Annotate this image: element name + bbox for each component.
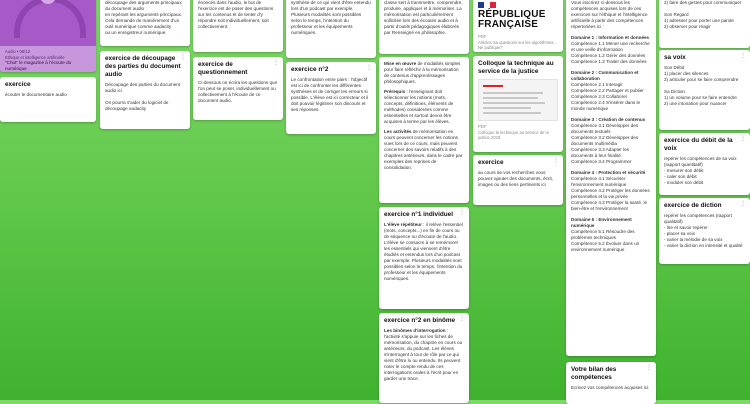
more-icon[interactable]: ⋮	[366, 65, 372, 71]
card-text: : l'activité s'appuie sur les fiches de mémorisation, du chapitre en cours ou antérieurs, du podcast. Les élèves s'interrogent à tour de rôle par ce qui vient d'être lu ou entendu. Ils peuvent noter le compte rendu de ces interrogations orales à l'écrit pour en garder une trace.	[384, 328, 463, 381]
domain-item: Compétence 4.1 Sécuriser l'environnement numérique	[571, 176, 627, 187]
card-text: 2) faire des gestes pour communiquer Son Regard 1) adresser pour porter une parole 2) observer pour réagir	[664, 0, 742, 29]
audio-card[interactable]	[0, 0, 96, 72]
card-text: Son Débit 1) placer des silences 2) articuler pour se faire comprendre Sa Diction 1) un volume pour se faire entendre 2) une intonation pour nuancer	[664, 65, 739, 106]
card-title: exercice n°1 individuel	[384, 211, 453, 218]
exercice-n2-card[interactable]	[286, 62, 376, 134]
more-icon[interactable]: ⋮	[459, 316, 465, 322]
logo-line1: RÉPUBLIQUE	[478, 9, 546, 20]
domain-item: Compétence 3.1 Développer des documents textuels	[571, 123, 639, 134]
domain-block	[571, 217, 651, 253]
domain-item: Compétence 2.1 Interagir	[571, 82, 623, 87]
republique-card[interactable]	[473, 0, 563, 52]
doc-subtitle: Colloque la technique au service de la justice 2019	[478, 129, 549, 141]
questionnement-info-card[interactable]	[193, 0, 283, 52]
domain-item: Compétence 1.3 Traiter des données	[571, 59, 647, 64]
memorisation-main-card[interactable]	[379, 57, 469, 203]
more-icon[interactable]: ⋮	[646, 365, 652, 371]
pdf-thumbnail[interactable]	[478, 79, 558, 121]
domain-title: Domaine 5 : Environnement numérique	[571, 217, 632, 228]
domain-block	[571, 70, 651, 112]
domain-title: Domaine 4 : Protection et sécurité	[571, 170, 646, 175]
card-text: classe sert à transmettre, comprendre, produire, appliquer et à mémoriser. La mémorisation est particulièrement sollicitée lors des écoutes audio et à partir d'outils pédagogiques élaborés par Renseigné en philosophie.	[384, 0, 463, 35]
domain-block	[571, 35, 651, 65]
domain-item: Compétence 1.1 Mener une recherche et une veille d'information	[571, 41, 650, 52]
card-text-bold: Les activités	[384, 129, 412, 134]
card-title: sa voix	[664, 54, 686, 61]
more-icon[interactable]: ⋮	[740, 136, 746, 142]
flag-icon	[478, 2, 496, 8]
more-icon[interactable]: ⋮	[740, 201, 746, 207]
domain-item: Compétence 1.2 Gérer des données	[571, 53, 646, 58]
card-title: Colloque la technique au service de la justice	[478, 60, 554, 75]
card-text: au cours de vos recherches vous pouvez ajouter des documents, écrit, images ou des liens pertinents ici	[478, 170, 554, 187]
doc-subtitle: Articles Sa questions sur les algorithmes... Ne publique?	[478, 39, 557, 51]
card-title: exercice	[478, 159, 504, 166]
headphones-icon	[14, 0, 86, 38]
card-text: : l'enseignant doit sélectionner les notions (mots, concepts, définitions, éléments de méthodes) considérées comme essentielles et surtout devoir être acquises à terme par les élèves.	[384, 89, 454, 124]
more-icon[interactable]: ⋮	[459, 210, 465, 216]
domain-item: Compétence 3.3 Adapter les documents à leur finalité	[571, 147, 629, 158]
card-text: Ecrivez vos compétences acquises ici.	[571, 385, 650, 390]
domain-item: Compétence 2.4 S'insérer dans le monde numérique	[571, 100, 641, 111]
domain-item: Compétence 4.3 Protéger la santé, le bien-être et l'environnement	[571, 200, 648, 211]
exercice-recherche-card[interactable]	[473, 155, 563, 205]
card-text-bold: Mise en œuvre	[384, 61, 417, 66]
domain-item: Compétence 3.4 Programmer	[571, 159, 632, 164]
card-text: synthèse de ce qui vient d'être entendu lors d'un podcast par exemple. Plusieurs modalités sont possibles selon le temps, l'intention du professeur et les équipements numériques.	[291, 0, 371, 35]
card-title: exercice n°2	[291, 66, 329, 73]
découpage-info-card[interactable]	[100, 0, 190, 46]
card-text-bold: L'élève répétiteur	[384, 222, 422, 227]
exercice-card[interactable]	[0, 77, 96, 122]
colloque-card[interactable]	[473, 56, 563, 152]
domain-block	[571, 170, 651, 212]
logo-line2: FRANÇAISE	[478, 19, 539, 30]
card-text: Vous inscrirez ci-dessous les compétences acquises lors de ces exercices sur l'éthique et l'intelligence artificielle à partir des compétences répertoriées ici :	[571, 0, 648, 29]
more-icon[interactable]: ⋮	[180, 54, 186, 60]
more-icon[interactable]: ⋮	[740, 53, 746, 59]
card-text: : il relève l'essentiel (mots, concepts...) en fin de cours ou de séquence ou d'écoute de l'audio. L'élève se consacre à se remémorer les essentiels qui viennent d'être étudiés et entendus lors d'un podcast par exemple. Plusieurs modalités sont possibles selon le temps, l'intention du professeur et les équipements numériques.	[384, 222, 463, 281]
card-text: de mémorisation en cours peuvent concerner les notions vues lors de ce cours, mais peuvent concerner des savoirs relatifs à des chapitres antérieurs, dans le cadre par exemples des reprises de consolidation.	[384, 129, 463, 170]
domain-item: Compétence 2.2 Partager et publier	[571, 88, 644, 93]
card-title: exercice de découpage des parties du document audio	[105, 55, 181, 78]
card-text: de modalités simples pour faire réfléchir à la mémorisation de contenus d'apprentissages philosophiques.	[384, 61, 461, 84]
card-title: exercice du débit de la voix	[664, 137, 733, 152]
audio-subtitle: Ethique et intelligence artificielle	[5, 54, 65, 60]
domain-item: Compétence 4.2 Protéger les données personnelles et la vie privée	[571, 188, 650, 199]
domain-item: Compétence 2.3 Collaborer	[571, 94, 628, 99]
card-text: Ci-dessous on écrira les questions que l'on peut se poser, individuellement ou collectivement à l'écoute de ce document audio.	[198, 80, 278, 103]
pdf-badge: PDF	[478, 34, 487, 39]
competences-card[interactable]	[566, 0, 656, 356]
audio-caption: "Chut" le magazine à l'écoute du numérique	[5, 60, 72, 72]
gestes-card[interactable]	[659, 0, 750, 48]
republique-logo	[478, 0, 558, 34]
exercice-decoupage-card[interactable]	[100, 51, 190, 129]
bilan-card[interactable]	[566, 362, 656, 404]
card-text: découpage des arguments principaux du document audio en repérant les arguments principaux. Cela demande de manièrement d'un outil numérique comme audacity ou un enregistreur numérique.	[105, 0, 183, 35]
card-text: écouter le documentaire audio	[5, 92, 67, 97]
domain-item: Compétence 5.2 Évoluer dans un environnement numérique	[571, 241, 640, 252]
domain-item: Compétence 3.2 Développer des documents multimédia	[571, 135, 639, 146]
card-title: exercice n°2 en binôme	[384, 317, 456, 324]
domain-title: Domaine 3 : Création de contenus	[571, 117, 646, 122]
exercice-n1-card[interactable]	[379, 207, 469, 309]
synthese-info-card[interactable]	[286, 0, 376, 58]
card-text-bold: Les binômes d'interrogation	[384, 328, 446, 333]
domain-item: Compétence 5.1 Résoudre des problèmes techniques	[571, 229, 635, 240]
card-text: repérer les compétences (rapport qualitatif) - lire et savoir repérer - placer sa voix - varier la mélodie de sa voix - varier la diction en intensité et qualité	[664, 213, 743, 248]
card-text: repérer les compétences de sa voix (rapport quantitatif) - mesurer son débit - caler son débit - moduler son débit	[664, 156, 737, 185]
audio-thumbnail	[0, 0, 96, 46]
domain-block	[571, 117, 651, 165]
domain-title: Domaine 2 : Communication et collaboration	[571, 70, 639, 81]
exercice-debit-card[interactable]	[659, 133, 750, 195]
audio-meta: Audio • 08/12	[5, 49, 30, 54]
sa-voix-card[interactable]	[659, 50, 750, 130]
card-title: exercice de diction	[664, 202, 722, 209]
more-icon[interactable]: ⋮	[553, 158, 559, 164]
card-title: exercice de questionnement	[198, 61, 248, 76]
memorisation-info-card[interactable]	[379, 0, 469, 54]
card-title: Votre bilan des compétences	[571, 366, 617, 381]
card-text: énoncés dans l'audio, le but de l'exercice est de poser des questions sur les contenus et de tenter d'y répondre soit individuellement, soit collectivement.	[198, 0, 274, 29]
pdf-badge: PDF	[478, 124, 487, 129]
card-title: exercice	[5, 81, 31, 88]
exercice-binome-card[interactable]	[379, 313, 469, 403]
more-icon[interactable]: ⋮	[273, 60, 279, 66]
card-text: Le confrontation entre pairs : l'objectif est ici de confronter les différentes synthèses et de corriger les erreurs si possible. L'élève est ici correcteur et il doit pouvoir légitimer son discours et ses réponses.	[291, 77, 369, 112]
exercice-diction-card[interactable]	[659, 198, 750, 264]
card-text-bold: Prérequis	[384, 89, 406, 94]
card-text: Découpage des parties du document audio ici On pourra s'aider du logiciel de découpage audacity	[105, 82, 181, 111]
domain-title: Domaine 1 : Information et données	[571, 35, 650, 40]
exercice-questionnement-card[interactable]	[193, 57, 283, 120]
